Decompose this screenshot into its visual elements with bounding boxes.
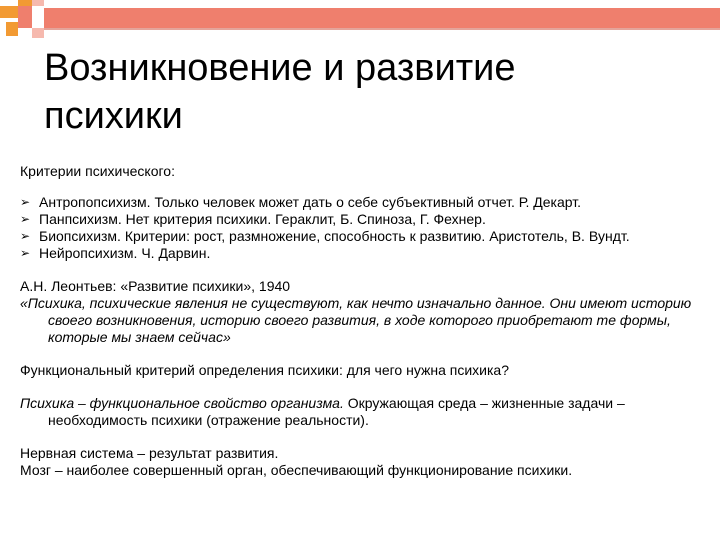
decor-square-light-bottom	[32, 28, 44, 38]
criteria-item	[20, 245, 710, 262]
arrow-bullet-icon: ➢	[20, 229, 31, 243]
decor-square-red	[18, 6, 32, 28]
criteria-heading: Критерии психического:	[20, 163, 175, 179]
decor-square-orange-left	[0, 6, 18, 18]
criteria-item	[20, 211, 710, 228]
psyche-definition	[20, 395, 710, 429]
title-line-1: Возникновение и развитие	[44, 47, 516, 89]
criteria-item-text: Панпсихизм. Нет критерия психики. Гераклит, Б. Спиноза, Г. Фехнер.	[39, 211, 486, 227]
arrow-bullet-icon: ➢	[20, 246, 31, 260]
title-line-2: психики	[44, 95, 183, 137]
leontiev-source: А.Н. Леонтьев: «Развитие психики», 1940	[20, 278, 291, 294]
psyche-definition-normal: Окружающая среда – жизненные задачи – необходимость психики (отражение реальности).	[48, 395, 625, 428]
arrow-bullet-icon: ➢	[20, 195, 31, 209]
nervous-system-line: Нервная система – результат развития.	[20, 445, 279, 461]
arrow-bullet-icon: ➢	[20, 212, 31, 226]
decor-square-light-top	[32, 0, 44, 6]
leontiev-quote: «Психика, психические явления не существуют, как нечто изначально данное. Они имеют историю своего возникновения, историю своего развития, в ходе которого приобретают те формы, которые мы знаем сейчас»	[20, 295, 692, 345]
criteria-item	[20, 194, 710, 211]
criteria-item-text: Нейропсихизм. Ч. Дарвин.	[39, 245, 211, 261]
criteria-item	[20, 228, 710, 245]
header-divider	[44, 28, 720, 30]
criteria-list	[20, 194, 710, 262]
psyche-definition-italic: Психика – функциональное свойство организма.	[20, 395, 344, 411]
functional-criterion: Функциональный критерий определения психики: для чего нужна психика?	[20, 362, 509, 378]
header-bar	[44, 8, 720, 28]
brain-line: Мозг – наиболее совершенный орган, обеспечивающий функционирование психики.	[20, 462, 573, 478]
criteria-item-text: Антропопсихизм. Только человек может дать о себе субъективный отчет. Р. Декарт.	[39, 194, 581, 210]
slide-body	[20, 163, 710, 479]
criteria-item-text: Биопсихизм. Критерии: рост, размножение, способность к развитию. Аристотель, В. Вундт.	[39, 228, 630, 244]
slide-title	[44, 44, 684, 140]
decor-square-orange-bottom	[6, 22, 18, 36]
